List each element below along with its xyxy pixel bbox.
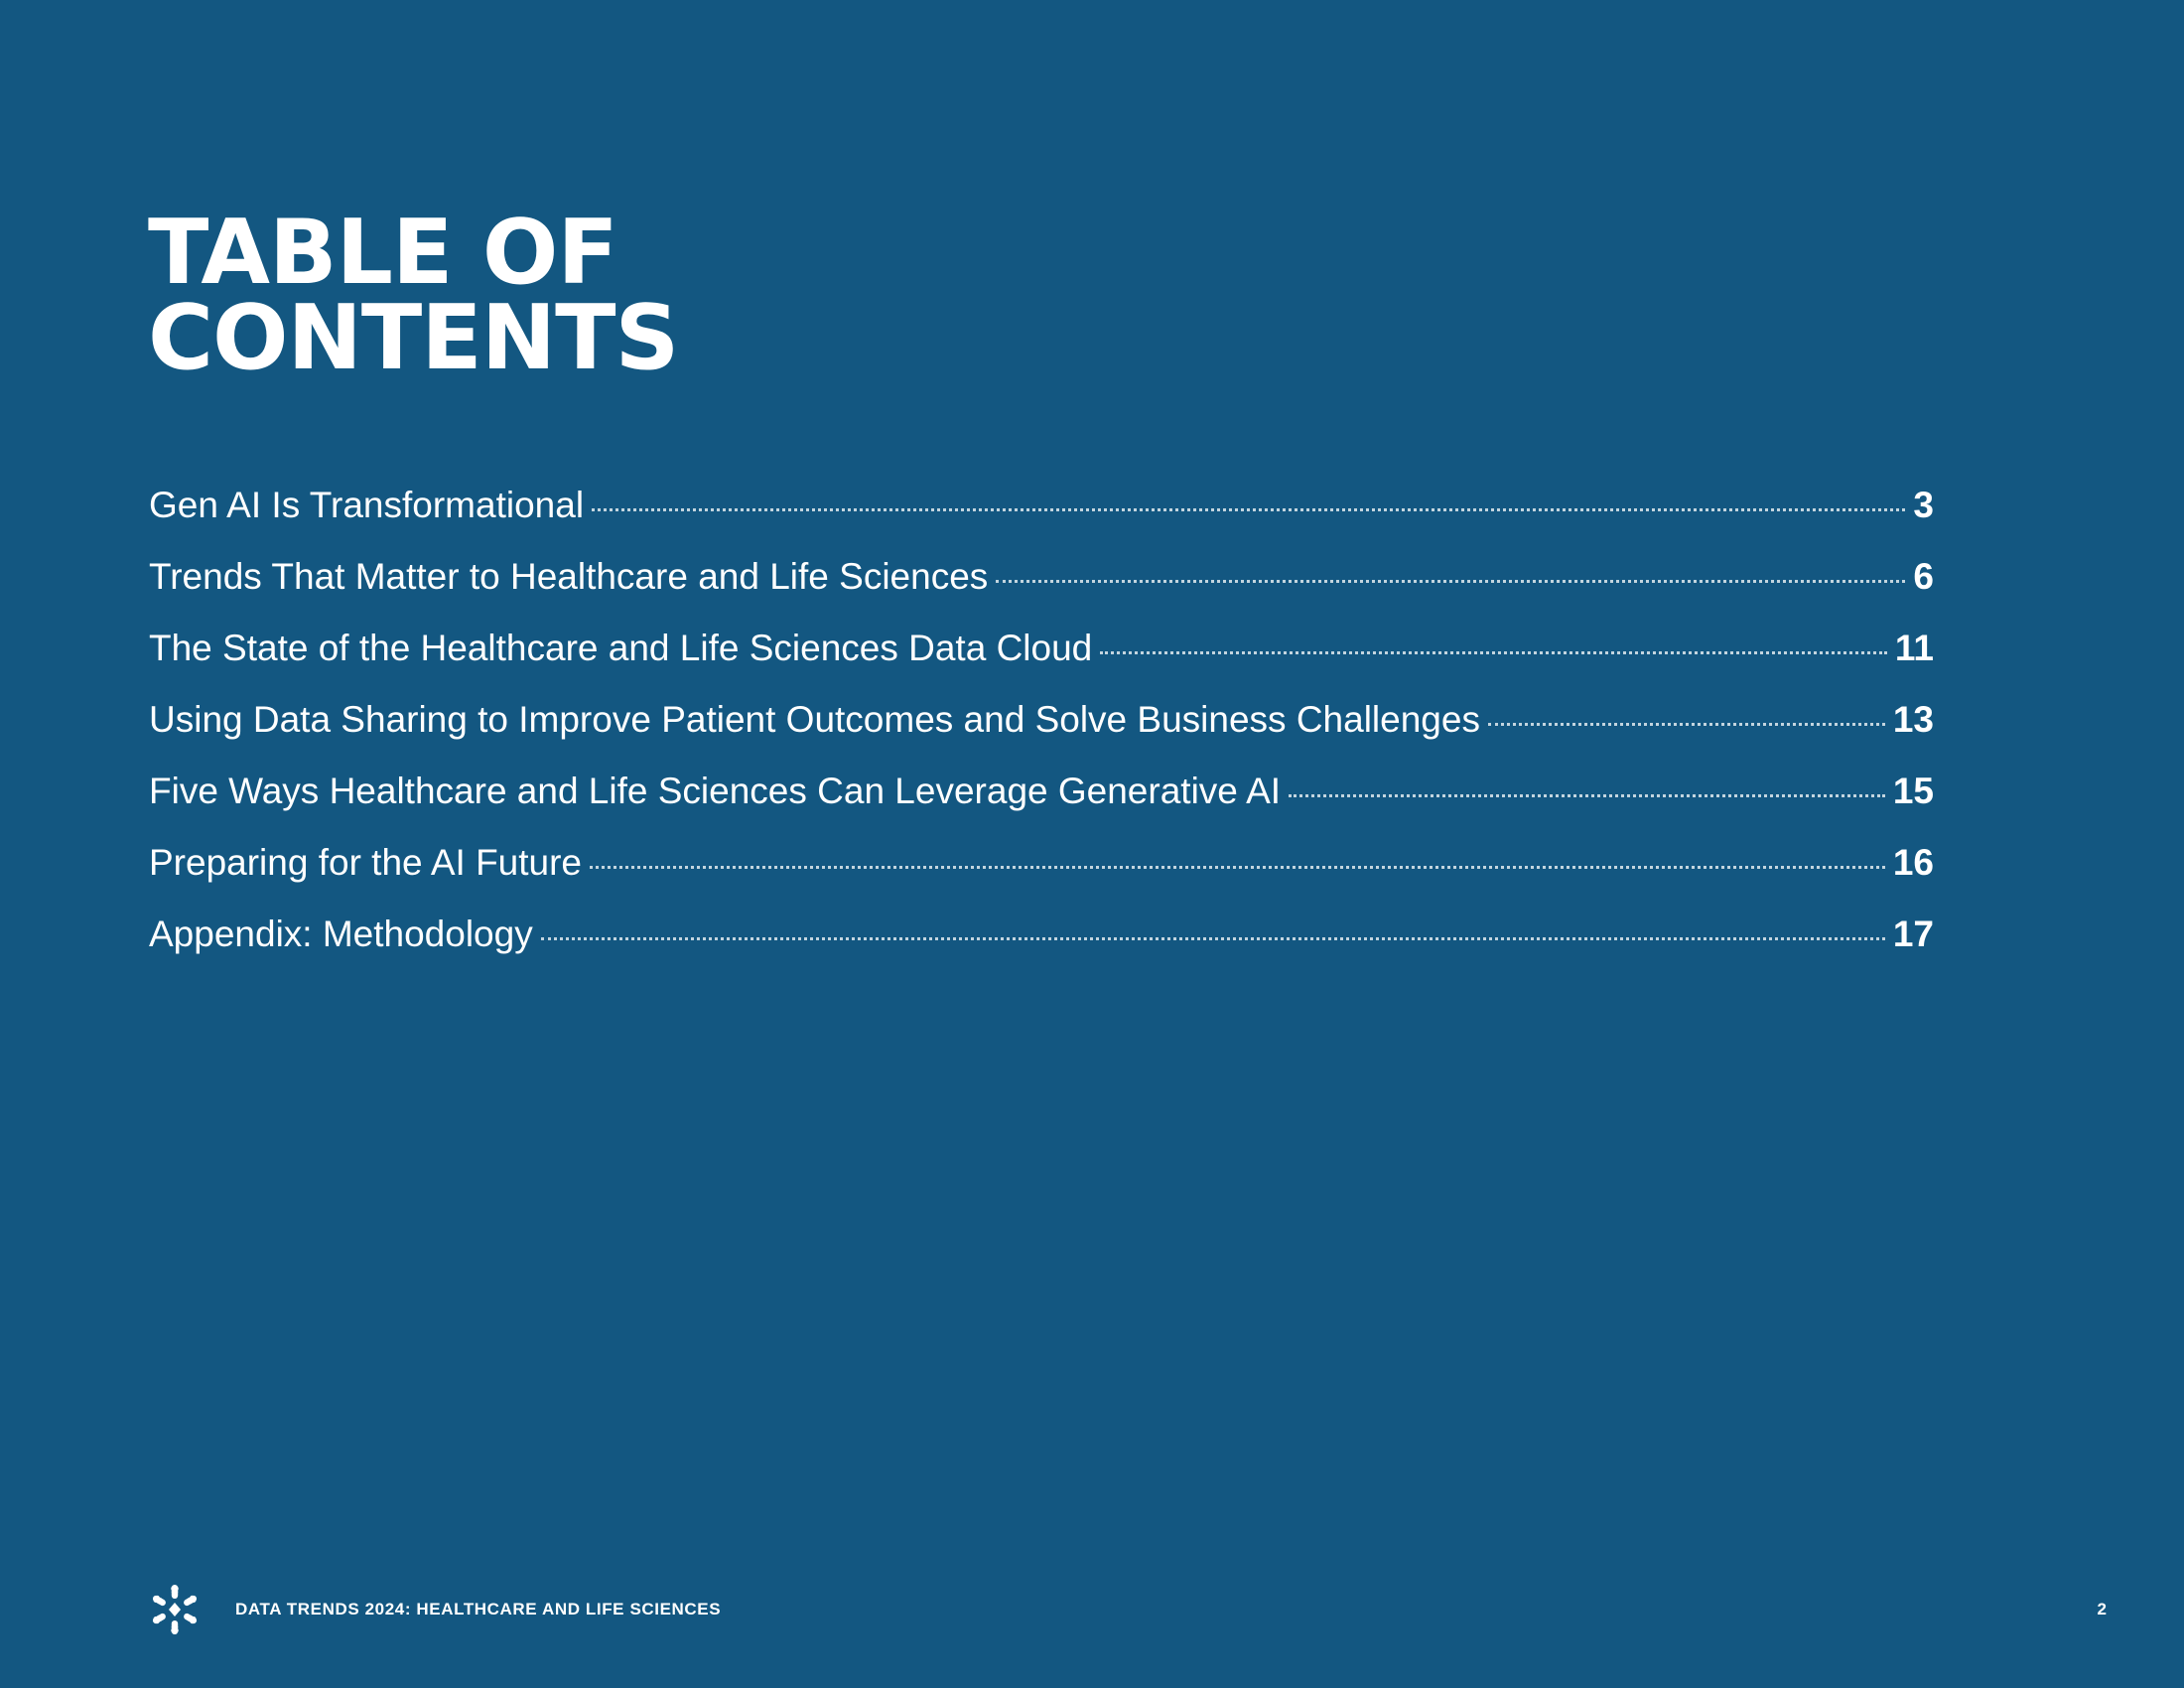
title-line-1: TABLE OF	[148, 201, 617, 305]
dot-leader	[1289, 794, 1885, 797]
toc-entry-label: Gen AI Is Transformational	[149, 485, 585, 525]
dot-leader	[1488, 723, 1885, 726]
toc-entry-page: 17	[1892, 914, 1934, 954]
toc-entry-ai-future[interactable]	[149, 842, 1934, 914]
snowflake-icon	[148, 1583, 202, 1636]
toc-entry-label: Appendix: Methodology	[149, 914, 533, 954]
toc-entry-page: 16	[1892, 842, 1934, 883]
toc-entry-page: 11	[1894, 628, 1934, 668]
page-footer	[148, 1583, 2107, 1636]
toc-entry-label: The State of the Healthcare and Life Sciences Data Cloud	[149, 628, 1093, 668]
toc-entry-data-sharing[interactable]	[149, 699, 1934, 771]
toc-entry-appendix[interactable]	[149, 914, 1934, 985]
footer-page-number: 2	[2097, 1600, 2107, 1618]
toc-entry-page: 6	[1913, 556, 1934, 597]
toc-entry-label: Trends That Matter to Healthcare and Life Sciences	[149, 556, 989, 597]
toc-entry-label: Preparing for the AI Future	[149, 842, 583, 883]
dot-leader	[1100, 651, 1887, 654]
page-title	[148, 201, 679, 390]
toc-entry-five-ways[interactable]	[149, 771, 1934, 842]
toc-entry-gen-ai[interactable]	[149, 485, 1934, 556]
title-line-2: CONTENTS	[148, 286, 679, 390]
toc-entry-label: Using Data Sharing to Improve Patient Outcomes and Solve Business Challenges	[149, 699, 1480, 740]
toc-entry-page: 15	[1892, 771, 1934, 811]
dot-leader	[541, 937, 1885, 940]
dot-leader	[592, 508, 1905, 511]
toc-entry-trends[interactable]	[149, 556, 1934, 628]
toc-entry-label: Five Ways Healthcare and Life Sciences Can Leverage Generative AI	[149, 771, 1282, 811]
dot-leader	[590, 866, 1885, 869]
toc-entry-page: 3	[1913, 485, 1934, 525]
dot-leader	[996, 580, 1905, 583]
table-of-contents	[149, 485, 1934, 985]
toc-entry-page: 13	[1892, 699, 1934, 740]
toc-entry-state-of-data-cloud[interactable]	[149, 628, 1934, 699]
footer-document-title: DATA TRENDS 2024: HEALTHCARE AND LIFE SCIENCES	[235, 1600, 722, 1618]
